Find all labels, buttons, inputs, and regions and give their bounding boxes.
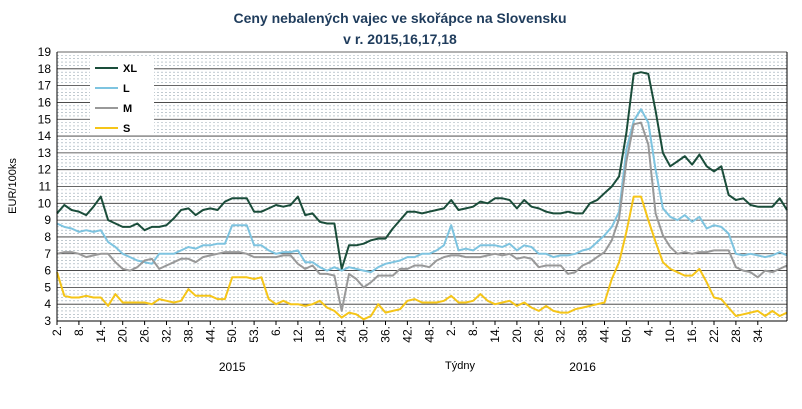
x-tick-label: 36. (378, 326, 393, 343)
legend-label-m: M (123, 103, 133, 115)
x-tick-label: 4. (641, 326, 656, 337)
x-tick-label: 20. (115, 326, 130, 343)
x-tick-label: 28. (728, 326, 743, 343)
x-tick-label: 14. (488, 326, 502, 343)
x-tick-label: 6. (269, 326, 283, 337)
y-tick-label: 18 (37, 61, 51, 76)
y-tick-label: 19 (37, 45, 51, 59)
x-tick-label: 22. (707, 326, 721, 343)
y-tick-label: 5 (44, 280, 51, 295)
legend (90, 56, 154, 135)
x-tick-label: 10. (663, 326, 678, 343)
x-tick-label: 26. (137, 326, 152, 343)
x-tick-label: 48. (422, 326, 437, 343)
year-label: 2016 (569, 360, 596, 374)
x-tick-label: 38. (575, 326, 590, 343)
x-tick-label: 30. (356, 326, 371, 343)
x-tick-label: 12. (290, 326, 305, 343)
x-tick-label: 44. (597, 326, 612, 343)
x-tick-label: 42. (400, 326, 415, 343)
y-tick-label: 15 (37, 112, 51, 127)
x-tick-label: 18. (312, 326, 327, 343)
legend-label-s: S (123, 123, 131, 135)
y-tick-label: 9 (44, 213, 51, 228)
chart-title: Ceny nebalených vajec ve skořápce na Slovensku (233, 10, 567, 26)
y-tick-label: 6 (44, 263, 51, 278)
y-tick-label: 3 (44, 314, 51, 328)
y-tick-label: 16 (37, 95, 51, 110)
x-tick-label: 20. (509, 326, 524, 343)
x-tick-label: 50. (619, 326, 634, 343)
y-tick-label: 12 (37, 162, 51, 177)
x-tick-label: 16. (685, 326, 700, 343)
x-tick-label: 38. (181, 326, 196, 343)
x-tick-label: 14. (93, 326, 108, 343)
y-axis-label: EUR/100ks (7, 158, 19, 214)
x-tick-label: 8. (71, 326, 86, 337)
legend-label-l: L (123, 83, 130, 95)
legend-label-xl: XL (123, 63, 138, 75)
y-tick-label: 7 (44, 246, 51, 261)
x-tick-label: 50. (225, 326, 240, 343)
chart-subtitle: v r. 2015,16,17,18 (343, 31, 457, 47)
y-tick-label: 10 (37, 196, 51, 211)
x-tick-label: 24. (334, 326, 349, 343)
x-tick-label: 53. (247, 326, 262, 343)
x-tick-label: 26. (531, 326, 546, 343)
y-tick-label: 8 (44, 229, 51, 244)
x-tick-label: 32. (159, 326, 174, 343)
y-tick-label: 13 (37, 145, 51, 160)
grid (57, 52, 787, 321)
y-tick-label: 11 (38, 179, 51, 194)
y-tick-label: 4 (44, 297, 51, 312)
x-tick-label: 8. (466, 326, 481, 337)
x-axis-label: Týdny (445, 360, 475, 372)
x-tick-label: 44. (203, 326, 218, 343)
y-tick-label: 17 (37, 78, 51, 93)
x-tick-label: 34. (750, 326, 765, 343)
x-tick-label: 2. (444, 326, 459, 337)
year-label: 2015 (218, 360, 246, 374)
x-tick-label: 2. (50, 326, 64, 337)
y-tick-label: 14 (37, 129, 51, 144)
x-tick-label: 32. (553, 326, 568, 343)
